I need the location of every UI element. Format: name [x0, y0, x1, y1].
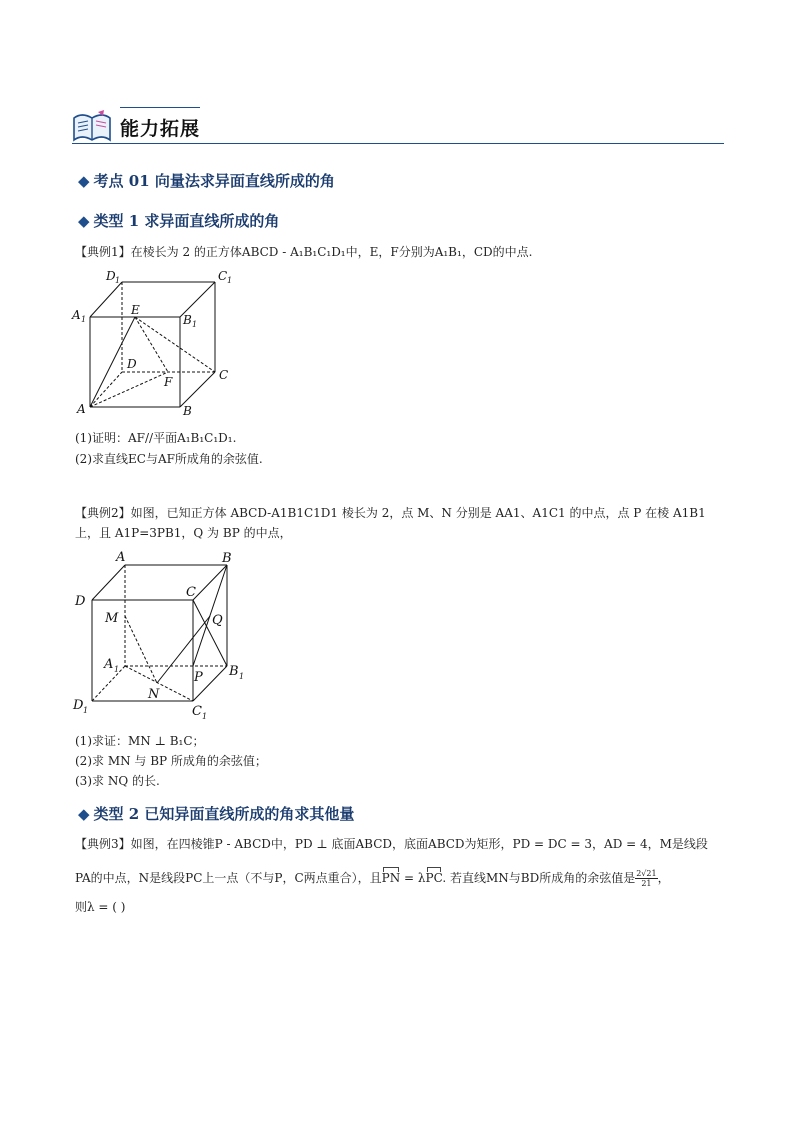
header-divider — [72, 143, 724, 144]
section-heading — [78, 170, 335, 191]
label-q: Q — [212, 613, 223, 628]
ex3-answer-blank: 则λ = ( ) — [75, 900, 126, 914]
edge-bc — [193, 565, 227, 600]
svg-text:1: 1 — [192, 320, 198, 329]
ex3-text-c: ， — [657, 871, 670, 885]
svg-text:1: 1 — [83, 706, 89, 715]
edge-ad — [90, 372, 122, 407]
edge-c1b1 — [180, 282, 215, 317]
label-a: A — [77, 402, 86, 416]
segment-mn — [125, 616, 157, 683]
ex3-text-a: PA的中点，N是线段PC上一点（不与P，C两点重合），且 — [75, 871, 382, 885]
diamond-icon: ◆ — [78, 805, 90, 823]
label-a1: A — [104, 657, 114, 672]
type2-heading-text: 类型 2 已知异面直线所成的角求其他量 — [93, 805, 355, 823]
label-p: P — [194, 670, 203, 685]
svg-text:1: 1 — [239, 672, 245, 681]
label-a1: A — [72, 308, 81, 322]
label-c1: C — [192, 704, 202, 719]
svg-text:1: 1 — [81, 315, 87, 324]
diamond-icon: ◆ — [78, 212, 90, 230]
cosine-fraction — [635, 869, 657, 888]
vector-pc: PC — [425, 871, 443, 885]
ex2-cube-figure — [70, 548, 250, 723]
ex2-question-3: (3)求 NQ 的长. — [75, 774, 160, 788]
label-f: F — [164, 375, 173, 389]
ex2-question-2: (2)求 MN 与 BP 所成角的余弦值； — [75, 754, 267, 768]
label-b: B — [183, 404, 192, 418]
type2-heading — [78, 803, 354, 824]
label-b: B — [222, 551, 232, 566]
edge-bc — [180, 372, 215, 407]
ex3-eq: = λ — [400, 871, 426, 885]
label-c: C — [186, 585, 196, 600]
svg-text:1: 1 — [227, 276, 233, 285]
fraction-denominator: 21 — [641, 879, 652, 888]
svg-text:1: 1 — [202, 712, 208, 721]
ex3-statement-line1: 【典例3】如图，在四棱锥P - ABCD中，PD ⊥ 底面ABCD，底面ABCD为矩形，PD = DC = 3，AD = 4，M是线段 — [75, 837, 708, 851]
page-title: 能力拓展 — [120, 118, 201, 140]
edge-ad — [92, 565, 125, 600]
header-accent-line — [120, 107, 200, 108]
label-d1: D — [106, 269, 116, 283]
label-e: E — [131, 303, 140, 317]
label-m: M — [105, 611, 119, 626]
segment-af — [90, 372, 168, 407]
type1-heading-text: 类型 1 求异面直线所成的角 — [93, 212, 280, 230]
svg-text:1: 1 — [114, 665, 120, 674]
ex1-question-1: (1)证明：AF//平面A₁B₁C₁D₁. — [75, 431, 237, 445]
label-b1: B — [183, 313, 192, 327]
ex1-question-2: (2)求直线EC与AF所成角的余弦值. — [75, 452, 263, 466]
ex2-question-1: (1)求证：MN ⊥ B₁C； — [75, 734, 205, 748]
label-n: N — [148, 687, 160, 702]
type1-heading — [78, 210, 279, 231]
label-b1: B — [229, 664, 239, 679]
svg-text:1: 1 — [115, 276, 121, 285]
label-c1: C — [218, 269, 228, 283]
segment-ec — [135, 317, 215, 372]
edge-d1a1 — [90, 282, 122, 317]
segment-ef — [135, 317, 168, 372]
book-icon — [70, 108, 114, 144]
label-d: D — [75, 594, 86, 609]
label-d: D — [127, 357, 137, 371]
label-a: A — [116, 550, 126, 565]
label-d1: D — [73, 698, 84, 713]
diamond-icon: ◆ — [78, 172, 90, 190]
ex3-statement-line2 — [75, 869, 670, 888]
segment-cb1 — [193, 600, 227, 666]
ex1-statement: 【典例1】在棱长为 2 的正方体ABCD - A₁B₁C₁D₁中，E，F分别为A₁B₁，CD的中点. — [75, 245, 533, 259]
fraction-numerator: 2√21 — [636, 869, 657, 878]
ex2-statement-line1: 【典例2】如图，已知正方体 ABCD-A1B1C1D1 棱长为 2，点 M、N 分别是 AA1、A1C1 的中点，点 P 在棱 A1B1 — [75, 506, 706, 520]
label-c: C — [219, 368, 229, 382]
ex2-statement-line2: 上，且 A1P=3PB1，Q 为 BP 的中点， — [75, 526, 292, 540]
section-heading-text: 考点 01 向量法求异面直线所成的角 — [93, 172, 335, 190]
ex3-text-b: . 若直线MN与BD所成角的余弦值是 — [442, 871, 636, 885]
ex1-cube-figure — [70, 262, 240, 422]
vector-pn: PN — [381, 871, 401, 885]
